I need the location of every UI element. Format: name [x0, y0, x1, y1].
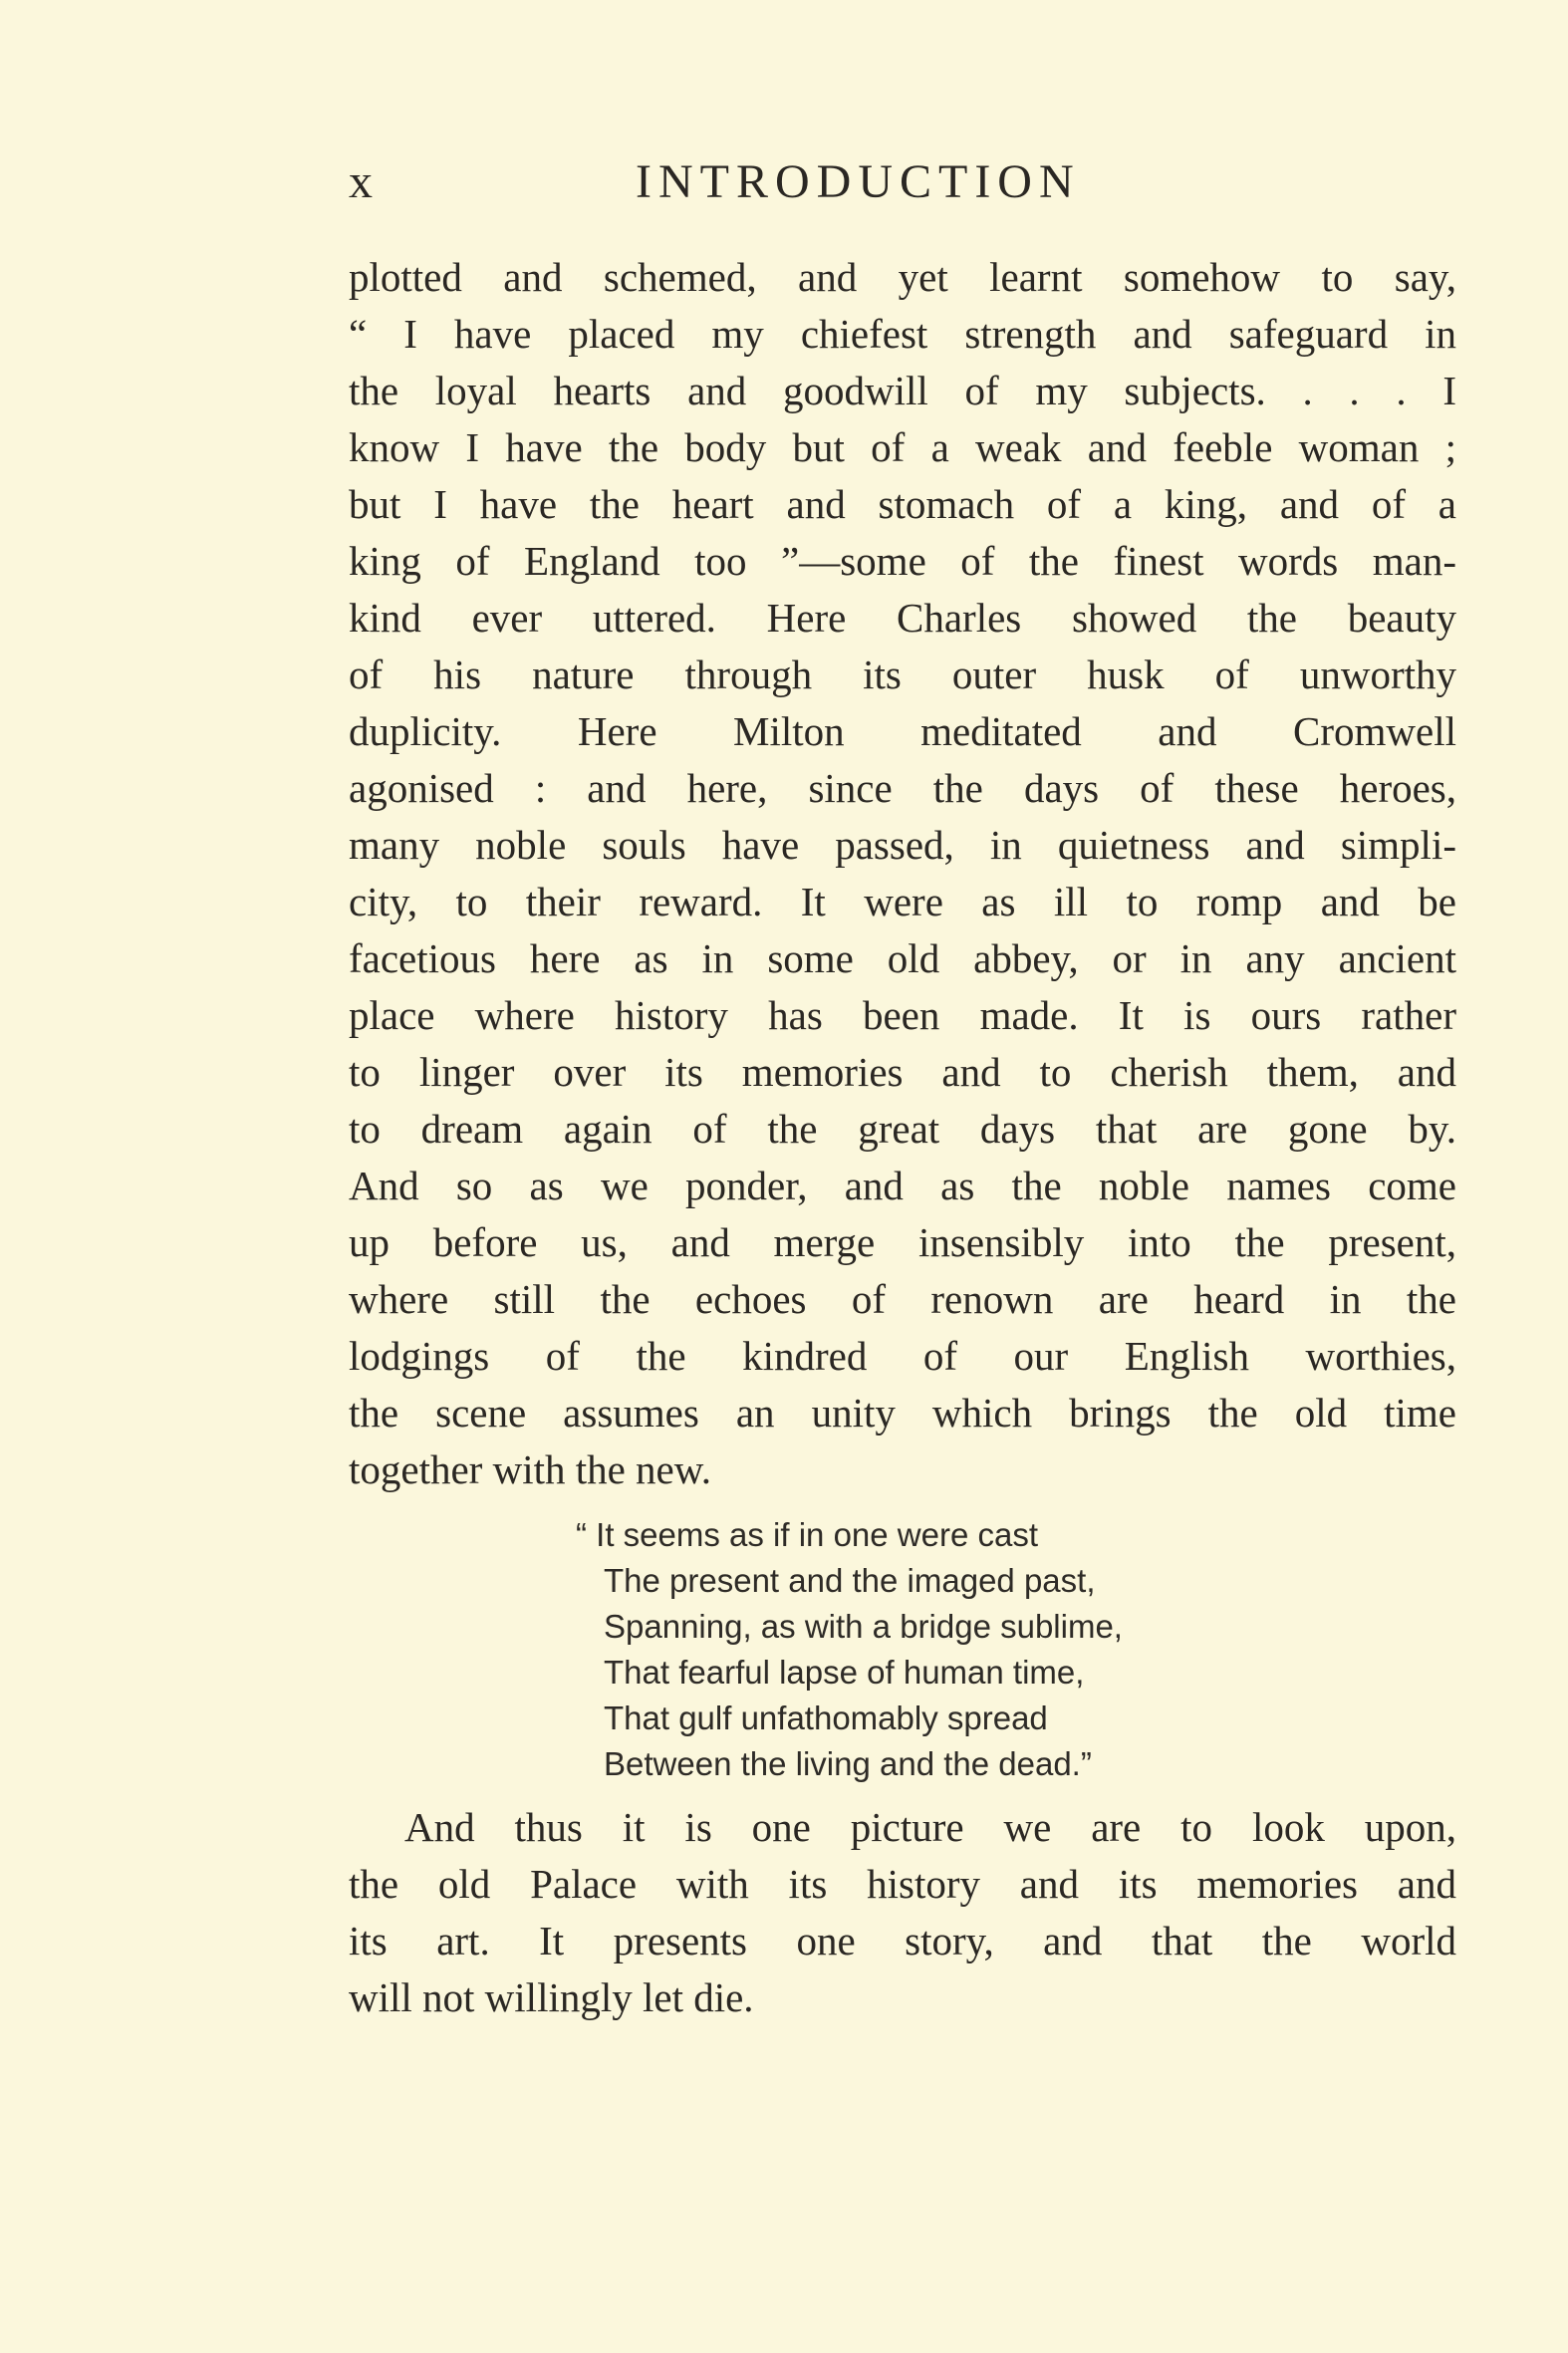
text-line: And thus it is one picture we are to look upon, [404, 1804, 1456, 1850]
text-line: plotted and schemed, and yet learnt somehow to say, [349, 254, 1456, 300]
text-line: many noble souls have passed, in quietness and simpli- [349, 822, 1456, 868]
text-line: where still the echoes of renown are heard in the [349, 1276, 1456, 1322]
text-line: up before us, and merge insensibly into the present, [349, 1219, 1456, 1265]
text-line: the old Palace with its history and its memories and [349, 1861, 1456, 1907]
closing-paragraph [349, 1799, 1456, 2026]
verse-line: Spanning, as with a bridge sublime, [604, 1608, 1123, 1645]
text-line: of his nature through its outer husk of unworthy [349, 652, 1456, 697]
page-number: x [349, 155, 373, 208]
verse-line: That fearful lapse of human time, [604, 1654, 1085, 1691]
text-line: its art. It presents one story, and that the world [349, 1918, 1456, 1963]
text-line: but I have the heart and stomach of a king, and of a [349, 481, 1456, 527]
text-line: will not willingly let die. [349, 1974, 754, 2020]
text-line: place where history has been made. It is ours rather [349, 992, 1456, 1038]
text-line: And so as we ponder, and as the noble names come [349, 1163, 1456, 1208]
text-line: kind ever uttered. Here Charles showed the beauty [349, 595, 1456, 641]
verse-line: “ It seems as if in one were cast [576, 1516, 1039, 1553]
text-line: know I have the body but of a weak and feeble woman ; [349, 424, 1456, 470]
text-line: the loyal hearts and goodwill of my subjects. . . . I [349, 368, 1456, 413]
text-line: duplicity. Here Milton meditated and Cromwell [349, 708, 1456, 754]
body-paragraph [349, 249, 1456, 1498]
text-line: king of England too ”—some of the finest words man- [349, 538, 1456, 584]
text-line: agonised : and here, since the days of these heroes, [349, 765, 1456, 811]
verse-line: That gulf unfathomably spread [604, 1699, 1048, 1736]
text-line: lodgings of the kindred of our English worthies, [349, 1333, 1456, 1379]
chapter-title: INTRODUCTION [636, 155, 1081, 208]
text-line: facetious here as in some old abbey, or in any ancient [349, 935, 1456, 981]
text-line: the scene assumes an unity which brings the old time [349, 1390, 1456, 1436]
running-head [349, 147, 1456, 217]
text-line: together with the new. [349, 1446, 711, 1492]
text-line: city, to their reward. It were as ill to romp and be [349, 879, 1456, 924]
verse-quotation [576, 1512, 1273, 1787]
verse-line: Between the living and the dead.” [604, 1745, 1092, 1782]
text-line: to linger over its memories and to cherish them, and [349, 1049, 1456, 1095]
text-line: “ I have placed my chiefest strength and safeguard in [349, 311, 1456, 357]
verse-line: The present and the imaged past, [604, 1562, 1096, 1599]
text-line: to dream again of the great days that are gone by. [349, 1106, 1456, 1152]
